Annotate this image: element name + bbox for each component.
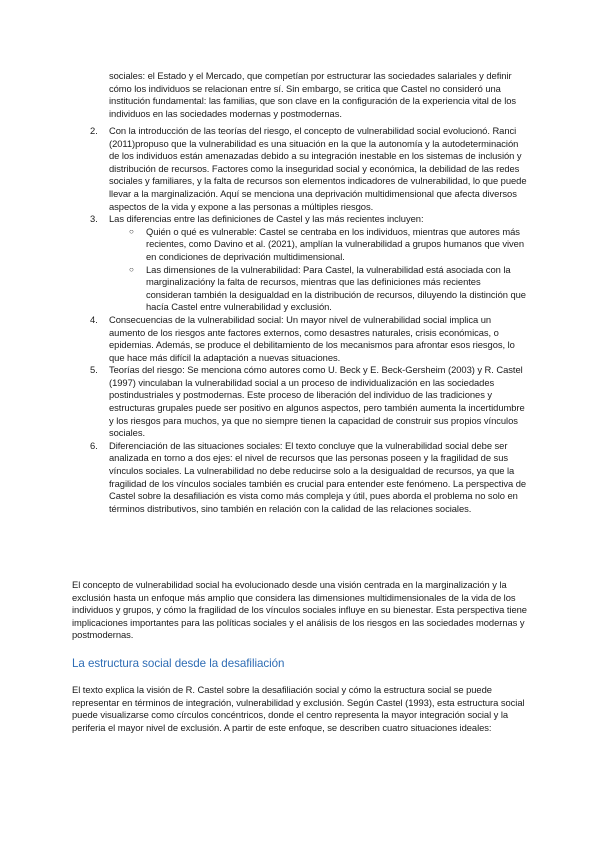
list-item-number: 2. [90, 125, 98, 136]
list-item [0, 314, 527, 364]
numbered-list [0, 125, 600, 515]
circle-bullet-icon: ○ [129, 226, 134, 236]
list-item-number: 3. [90, 213, 98, 225]
list-item-text: Consecuencias de la vulnerabilidad social: Un mayor nivel de vulnerabilidad social implica un aumento de los riesgos ante factores externos, como desastres naturales, crisis económicas, o epidemias. Además, se produce el debilitamiento de los mecanismos para afrontar esos riesgos, lo que hace más difícil la adaptación a nuevas situaciones. [109, 313, 515, 363]
sub-list-item-text: Quién o qué es vulnerable: Castel se centraba en los individuos, mientras que autores más recientes, como Davino et al. (2021), amplían la vulnerabilidad a grupos humanos que viven en condiciones de deprivación multidimensional. [146, 225, 525, 262]
section-heading: La estructura social desde la desafiliación [72, 657, 285, 670]
section-paragraph: El texto explica la visión de R. Castel sobre la desafiliación social y cómo la estructura social se puede representar en términos de integración, vulnerabilidad y exclusión. Según Castel (1993), esta estructura social puede visualizarse como círculos concéntricos, donde el centro representa la mayor integración social y la periferia el mayor nivel de exclusión. A partir de este enfoque, se describen cuatro situaciones ideales: [72, 684, 525, 733]
list-item [0, 125, 527, 213]
continuation-paragraph: sociales: el Estado y el Mercado, que competían por estructurar las sociedades salariales y definir cómo los individuos se relacionan entre sí. Sin embargo, se critica que Castel no consideró una institución fundamental: las familias, que son clave en la configuración de la experiencia vital de los individuos en las sociedades modernas y postmodernas. [109, 70, 517, 119]
list-item [0, 440, 527, 516]
summary-paragraph: El concepto de vulnerabilidad social ha evolucionado desde una visión centrada en la marginalización y la exclusión hasta un enfoque más amplio que considera las dimensiones multidimensionales de la vida de los individuos y grupos, y cómo la fragilidad de los vínculos sociales influye en su bienestar. Esta perspectiva tiene implicaciones importantes para las políticas sociales y el análisis de los riesgos en las sociedades modernas y postmodernas. [72, 579, 527, 641]
list-item-number: 6. [90, 439, 98, 451]
sub-list [109, 226, 527, 314]
circle-bullet-icon: ○ [129, 264, 134, 274]
sub-list-item-text: Las dimensiones de la vulnerabilidad: Para Castel, la vulnerabilidad está asociada con la marginalizacióny la falta de recursos, mientras que las definiciones más recientes consideran también la desigualdad en la distribución de recursos, diluyendo la distinción que hacía Castel entre vulnerabilidad y exclusión. [146, 263, 526, 313]
list-item-text: Teorías del riesgo: Se menciona cómo autores como U. Beck y E. Beck-Gersheim (2003) y R. Castel (1997) vinculaban la vulnerabilidad social a un proceso de individualización en las sociedades postindustriales y postmodernas. Este proceso de liberación del individuo de las tradiciones y estructuras grupales puede ser positivo en algunos aspectos, pero también aumenta la incertidumbre y los riesgos para muchos, ya que no siempre tienen la capacidad de construir sus propios vínculos sociales. [109, 364, 525, 439]
sub-list-item [109, 226, 527, 264]
sub-list-item [109, 264, 527, 314]
list-item [0, 364, 527, 440]
list-item-text: Con la introducción de las teorías del riesgo, el concepto de vulnerabilidad social evolucionó. Ranci (2011)propuso que la vulnerabilidad es una situación en la que la autonomía y la autodeterminación de los individuos están amenazadas debido a su integración inestable en los sistemas de inclusión y distribución de recursos. Factores como la inseguridad social y económica, la debilidad de las redes sociales y familiares, y la falta de recursos son elementos indicadores de vulnerabilidad, lo que puede llevar a la marginalización. Aquí se menciona una deprivación multidimensional que afecta diversos aspectos de la vida y expone a las personas a múltiples riesgos. [109, 125, 527, 212]
list-item-number: 5. [90, 364, 98, 376]
list-item [0, 213, 527, 314]
list-item-number: 4. [90, 313, 98, 325]
list-item-text: Las diferencias entre las definiciones de Castel y las más recientes incluyen: [109, 213, 424, 225]
list-item-text: Diferenciación de las situaciones sociales: El texto concluye que la vulnerabilidad social debe ser analizada en torno a dos ejes: el nivel de recursos que las personas poseen y la fragilidad de sus vínculos sociales. La vulnerabilidad no debe reducirse solo a la desigualdad de recursos, ya que la fragilidad de los vínculos sociales también es crucial para entender este fenómeno. La perspectiva de Castel sobre la desafiliación es vista como más compleja y útil, pues aborda el problema no solo en términos distributivos, sino también en relación con la calidad de las relaciones sociales. [109, 439, 527, 514]
